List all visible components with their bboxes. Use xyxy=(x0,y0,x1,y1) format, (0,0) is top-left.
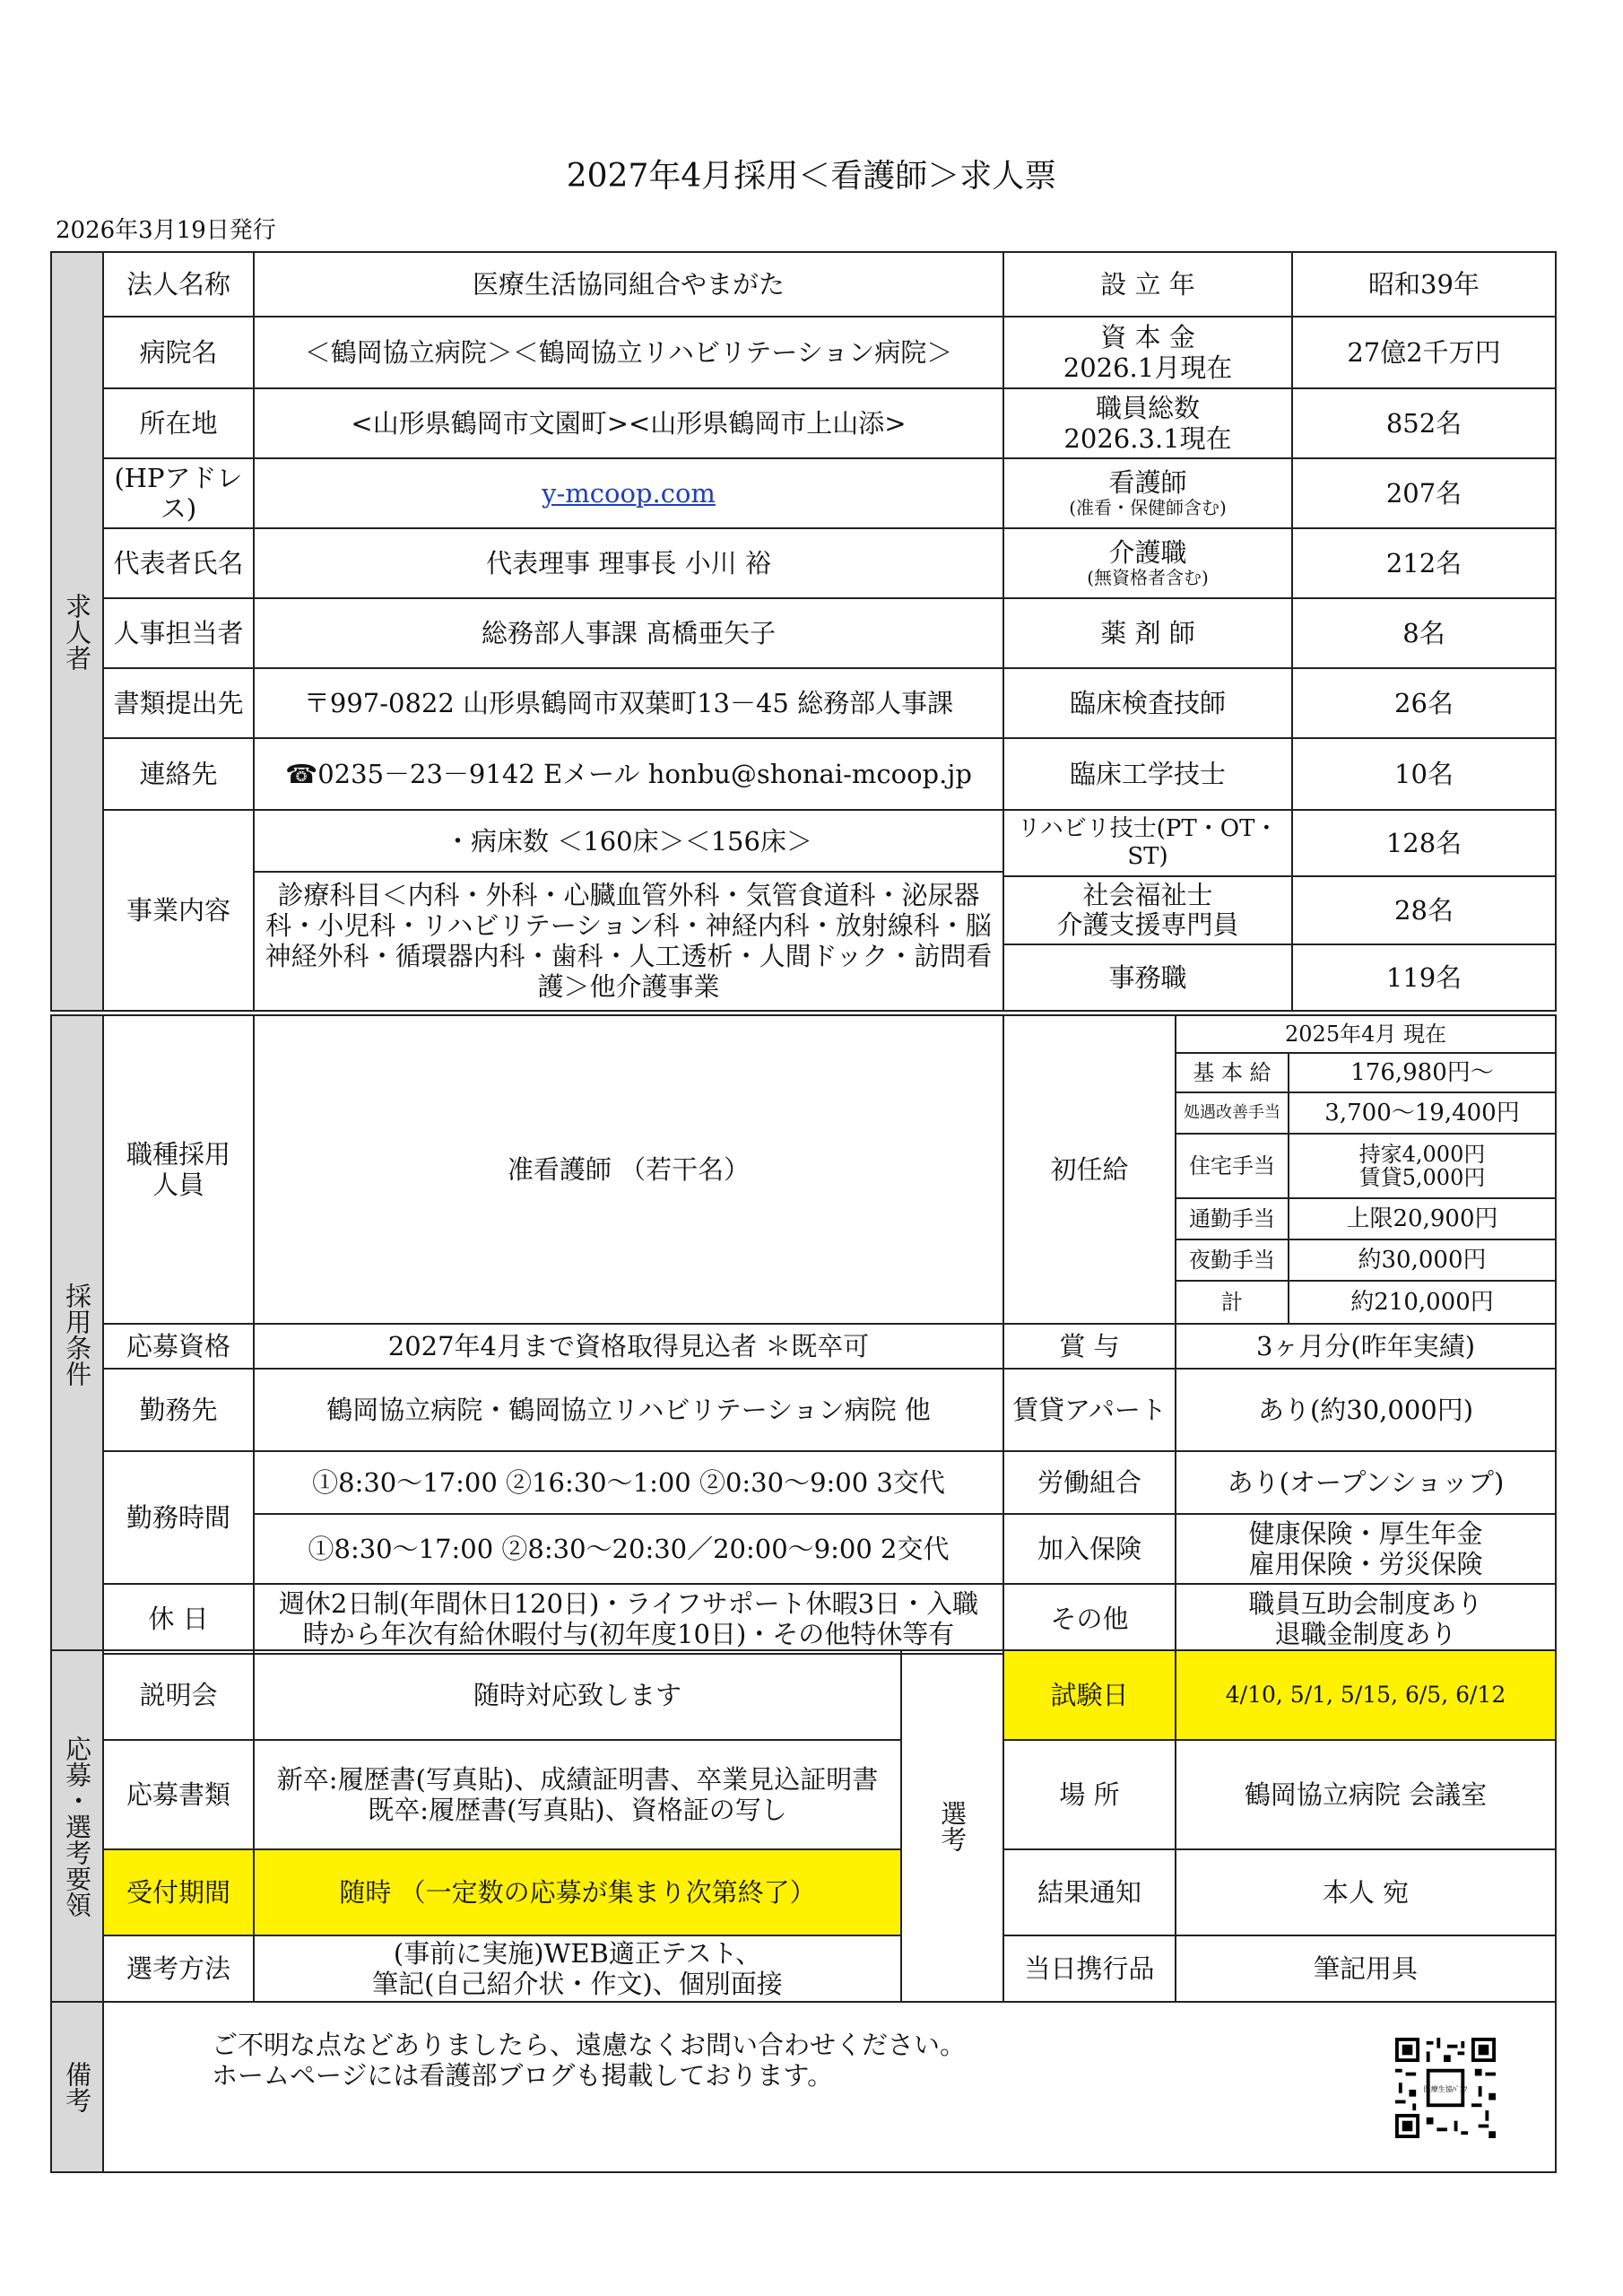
exam-label: 試験日 xyxy=(1003,1650,1176,1740)
hr-value: 総務部人事課 髙橋亜矢子 xyxy=(254,598,1003,668)
staff-breakdown-values xyxy=(1292,810,1556,1011)
salary-row-night xyxy=(1176,1240,1555,1282)
selection-label: 選考 xyxy=(901,1650,1003,2002)
lab-label: 臨床検査技師 xyxy=(1003,668,1292,738)
insurance-label: 加入保険 xyxy=(1003,1514,1176,1584)
sw-count: 28名 xyxy=(1293,877,1555,945)
corp-name-label: 法人名称 xyxy=(103,252,254,317)
employer-table xyxy=(50,251,1557,1012)
rep-value: 代表理事 理事長 小川 裕 xyxy=(254,528,1003,598)
pharm-count: 8名 xyxy=(1292,598,1556,668)
app-docs-label: 応募書類 xyxy=(103,1740,254,1849)
address-value: <山形県鶴岡市文園町><山形県鶴岡市上山添> xyxy=(254,388,1003,458)
docs-label: 書類提出先 xyxy=(103,668,254,738)
salary-row-label: 処遇改善手当 xyxy=(1176,1093,1289,1133)
business-label: 事業内容 xyxy=(103,810,254,1011)
page-title: 2027年4月採用＜看護師＞求人票 xyxy=(566,158,1057,195)
salary-row-label: 計 xyxy=(1176,1282,1289,1323)
remarks-text: ご不明な点などありましたら、遠慮なくお問い合わせください。 ホームページには看護部ブログも掲載しております。 xyxy=(103,2002,1556,2172)
salary-row-label: 基 本 給 xyxy=(1176,1054,1289,1091)
workplace-label: 勤務先 xyxy=(103,1369,254,1451)
salary-row-label: 通勤手当 xyxy=(1176,1199,1289,1239)
hours-2shift: ①8:30～17:00 ②8:30～20:30／20:00～9:00 2交代 xyxy=(254,1514,1003,1584)
founded-label: 設 立 年 xyxy=(1003,252,1292,317)
staff-breakdown-labels xyxy=(1003,810,1292,1011)
job-value: 准看護師 （若干名） xyxy=(254,1015,1003,1324)
hospital-name: ＜鶴岡協立病院＞＜鶴岡協立リハビリテーション病院＞ xyxy=(254,317,1003,388)
rep-label: 代表者氏名 xyxy=(103,528,254,598)
capital-value: 27億2千万円 xyxy=(1292,317,1556,388)
salary-row-basic xyxy=(1176,1054,1555,1093)
holiday-value: 週休2日制(年間休日120日)・ライフサポート休暇3日・入職時から年次有給休暇付与(初年度10日)・その他特休等有 xyxy=(254,1584,1003,1654)
method-label: 選考方法 xyxy=(103,1935,254,2002)
salary-row-housing xyxy=(1176,1135,1555,1199)
nurse-label-cell xyxy=(1003,458,1292,528)
salary-row-label: 住宅手当 xyxy=(1176,1135,1289,1197)
place-label: 場 所 xyxy=(1003,1740,1176,1849)
corp-name: 医療生活協同組合やまがた xyxy=(254,252,1003,317)
office-count: 119名 xyxy=(1385,961,1462,993)
salary-row-commute xyxy=(1176,1199,1555,1240)
rehab-count: 128名 xyxy=(1293,811,1555,877)
briefing-value: 随時対応致します xyxy=(254,1650,901,1740)
office-label: 事務職 xyxy=(1108,961,1187,993)
insurance-value: 健康保険・厚生年金 雇用保険・労災保険 xyxy=(1176,1514,1556,1584)
care-label-cell xyxy=(1003,528,1292,598)
docs-value: 〒997-0822 山形県鶴岡市双葉町13－45 総務部人事課 xyxy=(254,668,1003,738)
section-employer-label: 求人者 xyxy=(51,252,103,1011)
bonus-value: 3ヶ月分(昨年実績) xyxy=(1176,1324,1556,1369)
business-cell xyxy=(254,810,1003,1011)
nurse-note: (准看・保健師含む) xyxy=(1069,497,1227,519)
address-label: 所在地 xyxy=(103,388,254,458)
ce-label: 臨床工学技士 xyxy=(1003,738,1292,810)
hp-link[interactable]: y-mcoop.com xyxy=(542,477,716,509)
bonus-label: 賞 与 xyxy=(1003,1324,1176,1369)
other-value: 職員互助会制度あり 退職金制度あり xyxy=(1176,1584,1556,1654)
union-label: 労働組合 xyxy=(1003,1451,1176,1514)
rehab-label: リハビリ技士(PT・OT・ST) xyxy=(1004,811,1291,877)
sw-label: 社会福祉士 介護支援専門員 xyxy=(1004,877,1291,945)
bring-value: 筆記用具 xyxy=(1176,1935,1556,2002)
section-remarks-label: 備考 xyxy=(51,2002,103,2172)
apartment-value: あり(約30,000円) xyxy=(1176,1369,1556,1451)
section-application-label: 応募・選考要領 xyxy=(51,1650,103,2002)
nurse-count: 207名 xyxy=(1292,458,1556,528)
result-value: 本人 宛 xyxy=(1176,1849,1556,1935)
conditions-table xyxy=(50,1014,1557,1655)
hospital-label: 病院名 xyxy=(103,317,254,388)
qual-label: 応募資格 xyxy=(103,1324,254,1369)
apartment-label: 賃貸アパート xyxy=(1003,1369,1176,1451)
issue-date: 2026年3月19日発行 xyxy=(56,217,276,244)
salary-row-treatment xyxy=(1176,1093,1555,1135)
holiday-label: 休 日 xyxy=(103,1584,254,1654)
application-table xyxy=(50,1649,1557,2003)
hp-label: (HPアドレス) xyxy=(103,458,254,528)
contact-label: 連絡先 xyxy=(103,738,254,810)
app-docs-value: 新卒:履歴書(写真貼)、成績証明書、卒業見込証明書 既卒:履歴書(写真貼)、資格証の写し xyxy=(254,1740,901,1849)
qr-caption: 医療生協ﾊﾟﾝﾌ xyxy=(1423,2084,1468,2094)
departments-value: 診療科目＜内科・外科・心臓血管外科・気管食道科・泌尿器科・小児科・リハビリテーション科・神経内科・放射線科・脳神経外科・循環器内科・歯科・人工透析・人間ドック・訪問看護＞他介護事業 xyxy=(265,879,993,1003)
job-label: 職種採用 人員 xyxy=(103,1015,254,1324)
qual-value: 2027年4月まで資格取得見込者 ＊既卒可 xyxy=(254,1324,1003,1369)
beds-value: ・病床数 ＜160床＞＜156床＞ xyxy=(255,812,1002,873)
salary-row-value: 持家4,000円 賃貸5,000円 xyxy=(1358,1141,1486,1190)
founded-value: 昭和39年 xyxy=(1292,252,1556,317)
result-label: 結果通知 xyxy=(1003,1849,1176,1935)
hours-label: 勤務時間 xyxy=(103,1451,254,1584)
briefing-label: 説明会 xyxy=(103,1650,254,1740)
ce-count: 10名 xyxy=(1292,738,1556,810)
care-count: 212名 xyxy=(1292,528,1556,598)
period-label: 受付期間 xyxy=(103,1849,254,1935)
place-value: 鶴岡協立病院 会議室 xyxy=(1176,1740,1556,1849)
salary-row-value: 176,980円～ xyxy=(1350,1058,1494,1086)
union-value: あり(オープンショップ) xyxy=(1176,1451,1556,1514)
bring-label: 当日携行品 xyxy=(1003,1935,1176,2002)
salary-label: 初任給 xyxy=(1003,1015,1176,1324)
staff-total-label: 職員総数 2026.3.1現在 xyxy=(1003,388,1292,458)
salary-row-total xyxy=(1176,1282,1555,1323)
method-value: (事前に実施)WEB適正テスト、 筆記(自己紹介状・作文)、個別面接 xyxy=(254,1935,901,2002)
pharm-label: 薬 剤 師 xyxy=(1003,598,1292,668)
salary-as-of: 2025年4月 現在 xyxy=(1176,1016,1555,1054)
hours-3shift: ①8:30～17:00 ②16:30～1:00 ②0:30～9:00 3交代 xyxy=(254,1451,1003,1514)
remarks-table xyxy=(50,2001,1557,2173)
staff-total-value: 852名 xyxy=(1292,388,1556,458)
lab-count: 26名 xyxy=(1292,668,1556,738)
salary-row-value: 上限20,900円 xyxy=(1346,1205,1498,1232)
salary-row-value: 3,700～19,400円 xyxy=(1324,1099,1520,1126)
salary-row-label: 夜勤手当 xyxy=(1176,1240,1289,1280)
section-conditions-label: 採用条件 xyxy=(51,1015,103,1654)
nurse-label: 看護師 xyxy=(1108,467,1187,499)
contact-value[interactable]: ☎0235－23－9142 Eメール honbu@shonai-mcoop.jp xyxy=(254,738,1003,810)
salary-table-cell xyxy=(1176,1015,1556,1324)
period-value: 随時 （一定数の応募が集まり次第終了） xyxy=(254,1849,901,1935)
salary-row-value: 約30,000円 xyxy=(1358,1246,1487,1274)
qr-code-icon[interactable] xyxy=(1395,2038,1496,2138)
other-label: その他 xyxy=(1003,1584,1176,1654)
workplace-value: 鶴岡協立病院・鶴岡協立リハビリテーション病院 他 xyxy=(254,1369,1003,1451)
salary-row-value: 約210,000円 xyxy=(1350,1288,1494,1316)
exam-dates: 4/10, 5/1, 5/15, 6/5, 6/12 xyxy=(1176,1650,1556,1740)
care-note: (無資格者含む) xyxy=(1087,567,1209,589)
care-label: 介護職 xyxy=(1108,537,1187,569)
capital-label: 資 本 金 2026.1月現在 xyxy=(1003,317,1292,388)
hr-label: 人事担当者 xyxy=(103,598,254,668)
